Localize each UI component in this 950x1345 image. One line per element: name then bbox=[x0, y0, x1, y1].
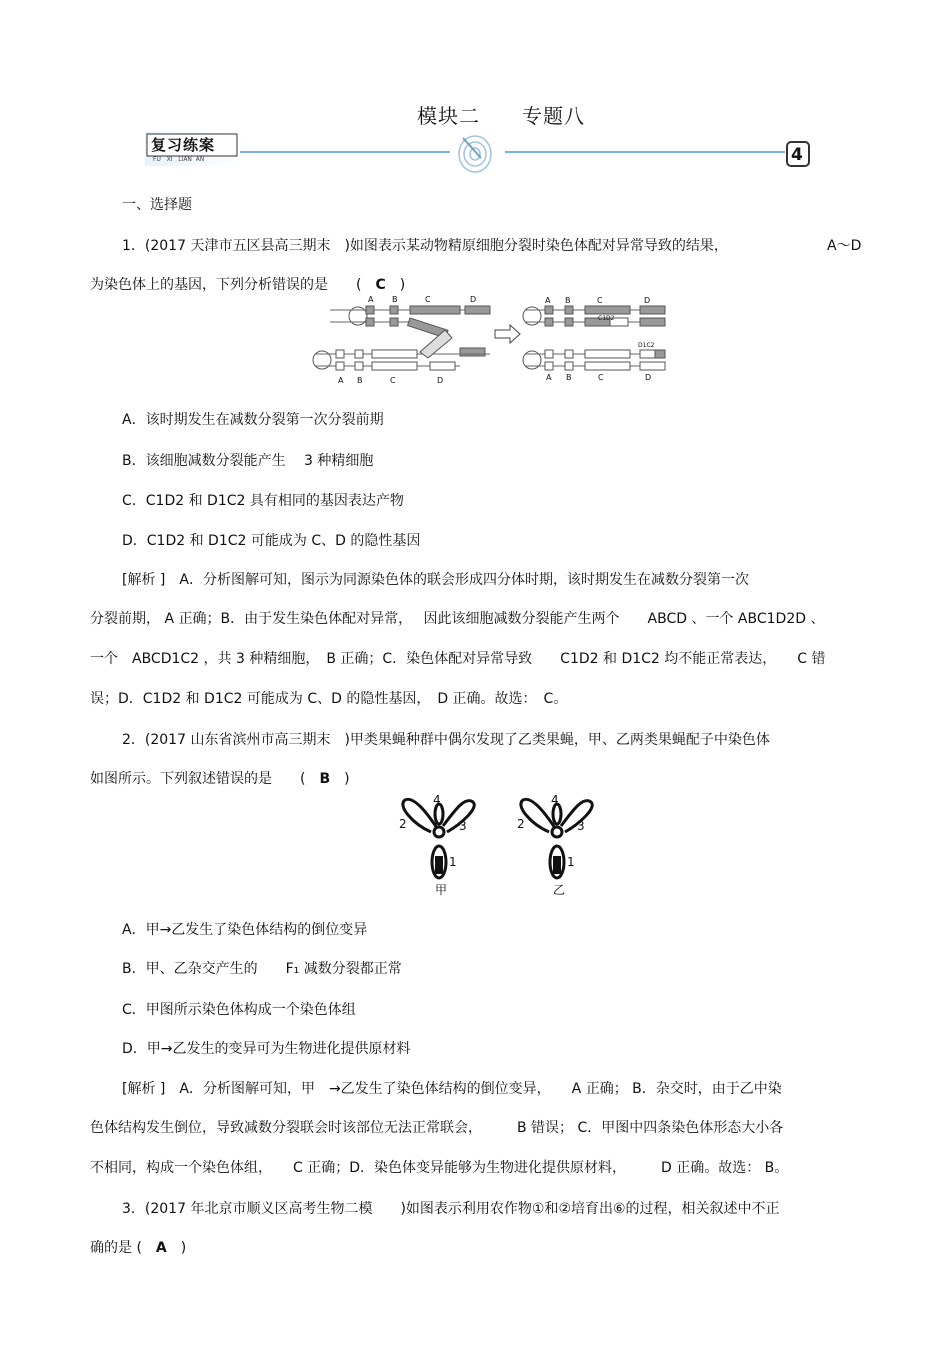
chromosome-number: 4 bbox=[551, 793, 559, 807]
q3-answer: A bbox=[155, 1240, 167, 1256]
q1-stem-line1: 1．(2017 天津市五区县高三期末 )如图表示某动物精原细胞分裂时染色体配对异常导致的结果， bbox=[122, 238, 728, 254]
banner-label: 复习练案 bbox=[151, 136, 216, 154]
gene-label: A bbox=[338, 376, 344, 385]
gene-label: D bbox=[437, 376, 444, 385]
chromosome-number: 1 bbox=[567, 855, 575, 869]
banner-pinyin: FU XI LIAN AN bbox=[153, 156, 205, 163]
gene-label: D bbox=[470, 295, 477, 304]
gene-label: B bbox=[392, 295, 398, 304]
q1-analysis-line1: [解析 ] A．分析图解可知，图示为同源染色体的联会形成四分体时期，该时期发生在减数分裂第一次 bbox=[122, 572, 749, 588]
gene-label: D1C2 bbox=[638, 342, 655, 349]
gene-label: B bbox=[565, 296, 571, 305]
gene-label: D bbox=[644, 296, 651, 305]
q1-option-a: A．该时期发生在减数分裂第一次分裂前期 bbox=[122, 412, 384, 428]
q2-option-d: D．甲→乙发生的变异可为生物进化提供原材料 bbox=[122, 1041, 411, 1057]
q1-stem-line2: 为染色体上的基因，下列分析错误的是 ( C ) bbox=[90, 277, 406, 293]
section-heading: 一、选择题 bbox=[122, 197, 192, 213]
q1-option-d: D．C1D2 和 D1C2 可能成为 C、D 的隐性基因 bbox=[122, 533, 421, 549]
q1-option-c: C．C1D2 和 D1C2 具有相同的基因表达产物 bbox=[122, 493, 404, 509]
q1-analysis-line3: 一个 ABCD1C2 ，共 3 种精细胞， B 正确；C．染色体配对异常导致 C1D2 和 D1C2 均不能正常表达， C 错 bbox=[90, 651, 826, 667]
gene-label: C bbox=[390, 376, 396, 385]
q2-option-c: C．甲图所示染色体构成一个染色体组 bbox=[122, 1002, 356, 1018]
q2-analysis-line2: 色体结构发生倒位，导致减数分裂联会时该部位无法正常联会， B 错误； C．甲图中四条染色体形态大小各 bbox=[90, 1120, 784, 1136]
chromosome-number: 2 bbox=[517, 817, 525, 831]
gene-label: C bbox=[425, 295, 431, 304]
q2-stem-line1: 2．(2017 山东省滨州市高三期末 )甲类果蝇种群中偶尔发现了乙类果蝇，甲、乙两类果蝇配子中染色体 bbox=[122, 732, 770, 748]
q2-analysis-line3: 不相同，构成一个染色体组， C 正确；D．染色体变异能够为生物进化提供原材料， D 正确。故选： B。 bbox=[90, 1160, 789, 1176]
caption-jia: 甲 bbox=[435, 883, 448, 897]
q2-stem-line2: 如图所示。下列叙述错误的是 ( B ) bbox=[90, 771, 350, 787]
gene-label: C bbox=[597, 296, 603, 305]
q1-stem-line1-tail: A～D bbox=[827, 238, 862, 254]
q3-stem-line1: 3．(2017 年北京市顺义区高考生物二模 )如图表示利用农作物①和②培育出⑥的过程，相关叙述中不正 bbox=[122, 1201, 780, 1217]
q1-answer: C bbox=[375, 277, 386, 293]
gene-label: C bbox=[598, 373, 604, 382]
chromosome-pairing-figure bbox=[310, 292, 670, 387]
chromosome-number: 4 bbox=[433, 793, 441, 807]
fruitfly-chromosome-figure bbox=[395, 790, 610, 900]
q1-analysis-line2: 分裂前期， A 正确；B．由于发生染色体配对异常， 因此该细胞减数分裂能产生两个 ABCD 、一个 ABC1D2D 、 bbox=[90, 611, 825, 627]
q2-option-b: B．甲、乙杂交产生的 F₁ 减数分裂都正常 bbox=[122, 961, 402, 977]
caption-yi: 乙 bbox=[553, 883, 566, 897]
gene-label: A bbox=[368, 295, 374, 304]
gene-label: B bbox=[357, 376, 363, 385]
gene-label: D bbox=[645, 373, 652, 382]
chromosome-number: 2 bbox=[399, 817, 407, 831]
chromosome-number: 3 bbox=[577, 819, 585, 833]
gene-label: C1D2 bbox=[598, 315, 615, 322]
target-icon bbox=[459, 136, 491, 172]
q1-analysis-line4: 误；D．C1D2 和 D1C2 可能成为 C、D 的隐性基因， D 正确。故选： C。 bbox=[90, 691, 568, 707]
section-banner bbox=[145, 128, 815, 176]
chromosome-number: 3 bbox=[459, 819, 467, 833]
gene-label: A bbox=[545, 296, 551, 305]
q2-option-a: A．甲→乙发生了染色体结构的倒位变异 bbox=[122, 922, 368, 938]
q3-stem-line2: 确的是 ( A ) bbox=[90, 1240, 187, 1256]
gene-label: A bbox=[546, 373, 552, 382]
q1-option-b: B．该细胞减数分裂能产生 3 种精细胞 bbox=[122, 453, 374, 469]
q2-answer: B bbox=[319, 771, 331, 787]
gene-label: B bbox=[566, 373, 572, 382]
page-title: 模块二 专题八 bbox=[417, 104, 585, 128]
chromosome-number: 1 bbox=[449, 855, 457, 869]
q2-analysis-line1: [解析 ] A．分析图解可知，甲 →乙发生了染色体结构的倒位变异， A 正确； B．杂交时，由于乙中染 bbox=[122, 1081, 782, 1097]
module-badge: 4 bbox=[791, 145, 803, 165]
